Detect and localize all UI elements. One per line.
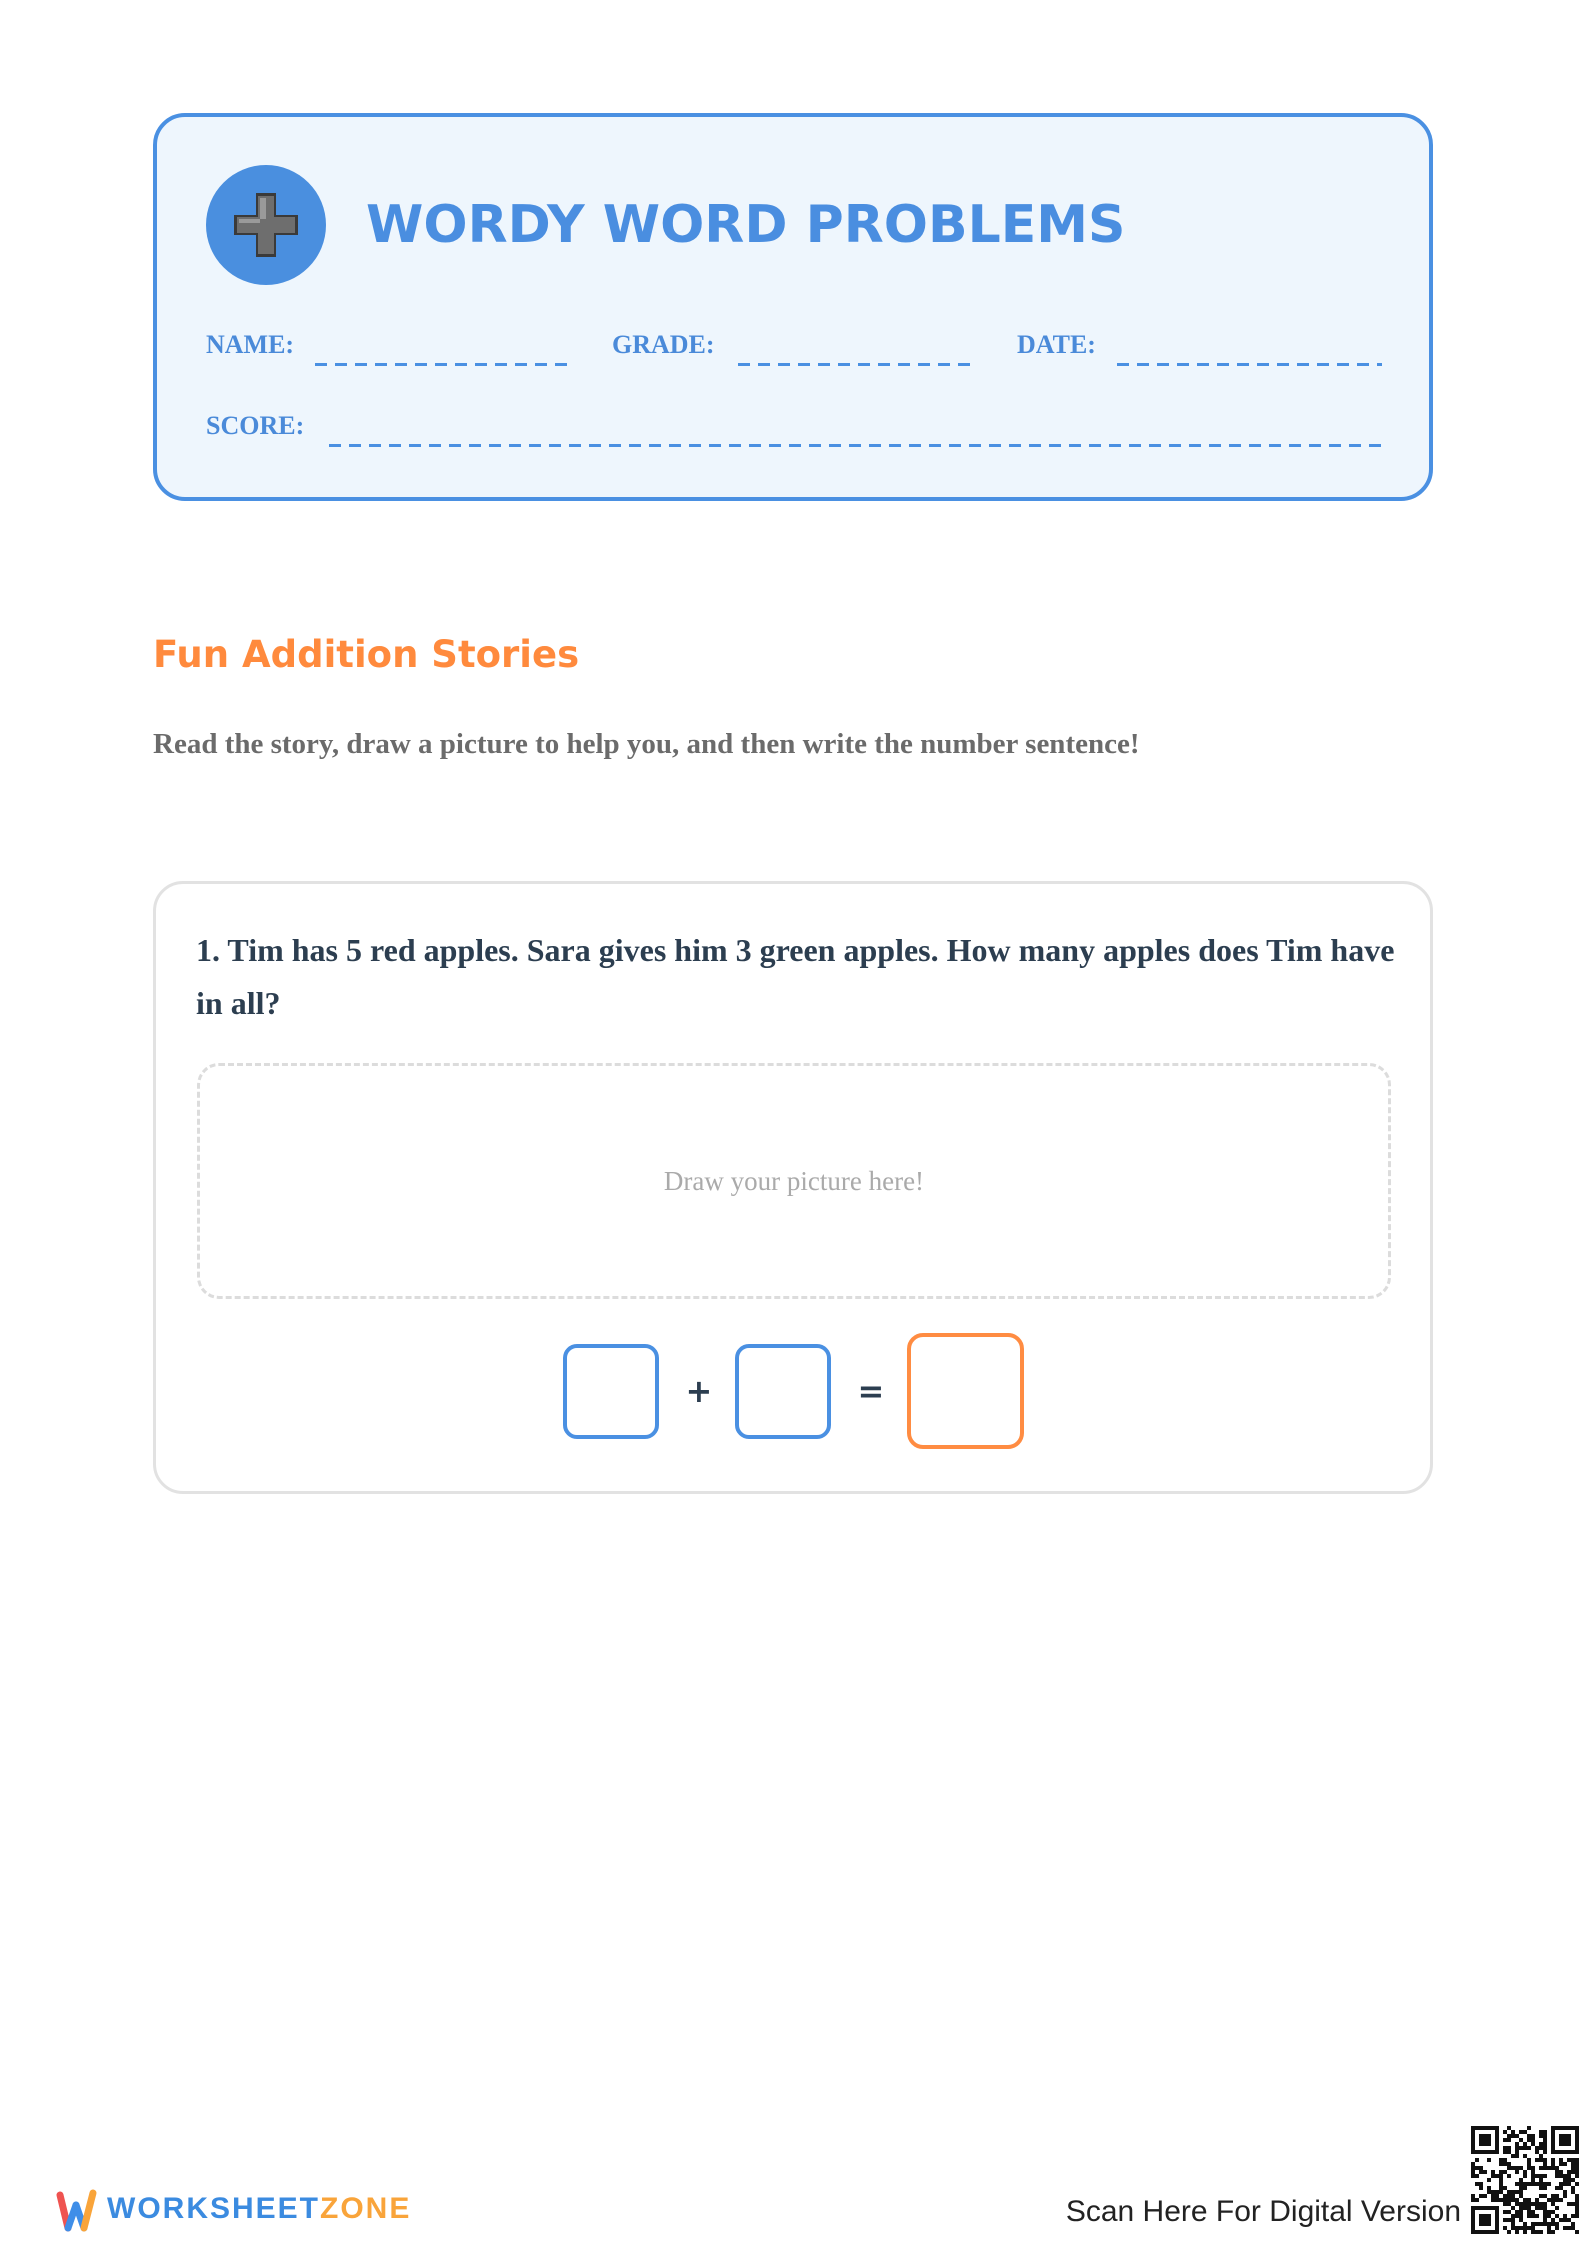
scan-text: Scan Here For Digital Version bbox=[1065, 2195, 1461, 2228]
question-text: 1. Tim has 5 red apples. Sara gives him 3 green apples. How many apples does Tim have in all? bbox=[196, 932, 1395, 1021]
number-sentence bbox=[156, 1333, 1430, 1449]
grade-label: GRADE: bbox=[612, 330, 715, 359]
brand-part-2: ZONE bbox=[320, 2192, 412, 2225]
date-field[interactable] bbox=[1117, 363, 1382, 366]
addend-box-1[interactable] bbox=[563, 1344, 659, 1439]
section-title: Fun Addition Stories bbox=[153, 633, 580, 676]
grade-field[interactable] bbox=[738, 363, 977, 366]
score-label: SCORE: bbox=[206, 411, 305, 440]
score-field[interactable] bbox=[329, 444, 1382, 447]
worksheet-title: WORDY WORD PROBLEMS bbox=[366, 195, 1126, 255]
drawing-area[interactable] bbox=[197, 1063, 1391, 1299]
worksheetzone-logo-icon bbox=[55, 2185, 99, 2235]
sum-box[interactable] bbox=[907, 1333, 1024, 1449]
date-label: DATE: bbox=[1017, 330, 1096, 359]
qr-code-icon bbox=[1471, 2126, 1579, 2234]
plus-sign: + bbox=[685, 1372, 713, 1410]
brand-name bbox=[107, 2191, 411, 2227]
name-label: NAME: bbox=[206, 330, 295, 359]
question-card bbox=[153, 881, 1433, 1494]
equals-sign: = bbox=[857, 1372, 885, 1410]
drawing-placeholder: Draw your picture here! bbox=[663, 1165, 925, 1196]
brand-part-1: WORKSHEET bbox=[107, 2192, 320, 2225]
name-field[interactable] bbox=[315, 363, 572, 366]
addend-box-2[interactable] bbox=[735, 1344, 831, 1439]
instructions-text: Read the story, draw a picture to help you, and then write the number sentence! bbox=[153, 728, 1140, 760]
plus-icon bbox=[206, 165, 326, 285]
worksheet-header bbox=[153, 113, 1433, 501]
